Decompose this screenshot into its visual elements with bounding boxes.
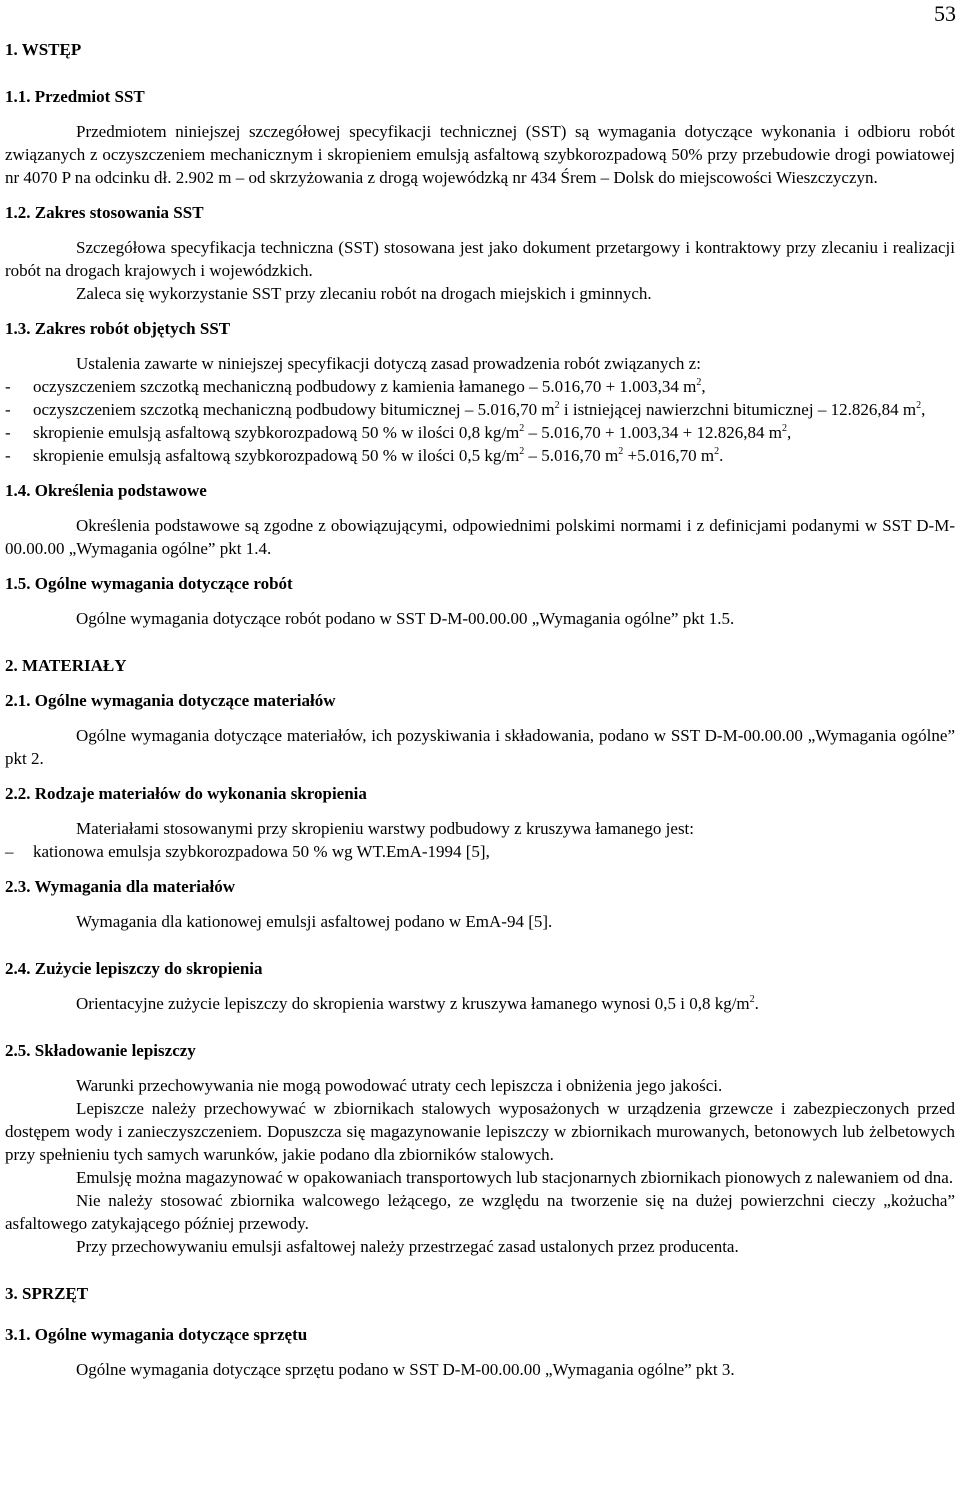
paragraph-2-5-b: Lepiszcze należy przechowywać w zbiornikach stalowych wyposażonych w urządzenia grzewcze i zabezpieczonych przed dostępem wody i zanieczyszczeniem. Dopuszcza się magazynowanie lepiszczy w zbiornikach murowanych, betonowych lub żelbetowych przy spełnieniu tych samych warunków, jakie podano dla zbiorników stalowych. (5, 1099, 955, 1164)
dash-bullet: - (5, 423, 11, 442)
heading-1: 1. WSTĘP (5, 40, 82, 59)
dash-bullet: – (5, 842, 14, 861)
paragraph-1-2-b: Zaleca się wykorzystanie SST przy zlecaniu robót na drogach miejskich i gminnych. (76, 284, 652, 303)
paragraph-1-4: Określenia podstawowe są zgodne z obowiązującymi, odpowiednimi polskimi normami i z definicjami podanymi w SST D-M-00.00.00 „Wymagania ogólne” pkt 1.4. (5, 516, 955, 558)
paragraph-2-4: Orientacyjne zużycie lepiszczy do skropienia warstwy z kruszywa łamanego wynosi 0,5 i 0,8 $kg/m^2$. (76, 994, 759, 1013)
heading-2-2: 2.2. Rodzaje materiałów do wykonania skropienia (5, 784, 367, 803)
list-item: - oczyszczeniem szczotką mechaniczną podbudowy z kamienia łamanego – 5.016,70 + 1.003,34 $m^2$, (5, 377, 706, 396)
heading-1-3: 1.3. Zakres robót objętych SST (5, 319, 231, 338)
paragraph-1-3-intro: Ustalenia zawarte w niniejszej specyfikacji dotyczą zasad prowadzenia robót związanych z: (76, 354, 701, 373)
materials-list (5, 840, 955, 863)
heading-1-1: 1.1. Przedmiot SST (5, 87, 145, 106)
heading-2-3: 2.3. Wymagania dla materiałów (5, 877, 235, 896)
heading-2-1: 2.1. Ogólne wymagania dotyczące materiałów (5, 691, 336, 710)
heading-3-1: 3.1. Ogólne wymagania dotyczące sprzętu (5, 1325, 308, 1344)
paragraph-1-5: Ogólne wymagania dotyczące robót podano w SST D-M-00.00.00 „Wymagania ogólne” pkt 1.5. (76, 609, 735, 628)
paragraph-3-1: Ogólne wymagania dotyczące sprzętu podano w SST D-M-00.00.00 „Wymagania ogólne” pkt 3. (76, 1360, 735, 1379)
list-item: – kationowa emulsja szybkorozpadowa 50 % wg WT.EmA-1994 [5], (5, 842, 490, 861)
list-item: - skropienie emulsją asfaltową szybkorozpadową 50 % w ilości 0,8 $kg/m^2 - 5.016,70 + 1.003,34 + 12.826,84$ $m^2$, (5, 423, 792, 442)
heading-1-2: 1.2. Zakres stosowania SST (5, 203, 204, 222)
heading-2-5: 2.5. Składowanie lepiszczy (5, 1041, 196, 1060)
heading-1-4: 1.4. Określenia podstawowe (5, 481, 207, 500)
heading-3: 3. SPRZĘT (5, 1284, 89, 1303)
heading-2: 2. MATERIAŁY (5, 656, 127, 675)
list-item: - skropienie emulsją asfaltową szybkorozpadową 50 % w ilości 0,5 $kg/m^2 - 5.016,70$ $m^2 +5.016,70$ $m^2$. (5, 446, 724, 465)
document-body (5, 38, 955, 1381)
paragraph-2-1: Ogólne wymagania dotyczące materiałów, ich pozyskiwania i składowania, podano w SST D-M-00.00.00 „Wymagania ogólne” pkt 2. (5, 726, 955, 768)
heading-2-4: 2.4. Zużycie lepiszczy do skropienia (5, 959, 263, 978)
page-number: 53 (934, 1, 956, 26)
dash-bullet: - (5, 400, 11, 419)
list-item: - oczyszczeniem szczotką mechaniczną podbudowy bitumicznej – 5.016,70 $m^2$ i istniejącej nawierzchni bitumicznej – 12.826,84 $m^2$, (5, 400, 926, 419)
heading-1-5: 1.5. Ogólne wymagania dotyczące robót (5, 574, 293, 593)
dash-bullet: - (5, 377, 11, 396)
dash-bullet: - (5, 446, 11, 465)
paragraph-2-5-d: Nie należy stosować zbiornika walcowego leżącego, ze względu na tworzenie się na dużej powierzchni cieczy „kożucha” asfaltowego zatykającego później przewody. (5, 1191, 955, 1233)
paragraph-2-5-a: Warunki przechowywania nie mogą powodować utraty cech lepiszcza i obniżenia jego jakości. (76, 1076, 723, 1095)
paragraph-2-5-c: Emulsję można magazynować w opakowaniach transportowych lub stacjonarnych zbiornikach pionowych z nalewaniem od dna. (76, 1168, 954, 1187)
paragraph-2-3: Wymagania dla kationowej emulsji asfaltowej podano w EmA-94 [5]. (76, 912, 553, 931)
paragraph-1-2-a: Szczegółowa specyfikacja techniczna (SST) stosowana jest jako dokument przetargowy i kontraktowy przy zlecaniu i realizacji robót na drogach krajowych i wojewódzkich. (5, 238, 955, 280)
paragraph-2-5-e: Przy przechowywaniu emulsji asfaltowej należy przestrzegać zasad ustalonych przez producenta. (76, 1237, 739, 1256)
paragraph-2-2: Materiałami stosowanymi przy skropieniu warstwy podbudowy z kruszywa łamanego jest: (76, 819, 695, 838)
scope-list (5, 375, 955, 467)
paragraph-1-1: Przedmiotem niniejszej szczegółowej specyfikacji technicznej (SST) są wymagania dotyczące wykonania i odbioru robót związanych z oczyszczeniem mechanicznym i skropieniem emulsją asfaltową szybkorozpadową 50% przy przebudowie drogi powiatowej nr 4070 P na odcinku dł. 2.902 m – od skrzyżowania z drogą wojewódzką nr 434 Śrem – Dolsk do miejscowości Wieszczyczyn. (5, 122, 955, 187)
